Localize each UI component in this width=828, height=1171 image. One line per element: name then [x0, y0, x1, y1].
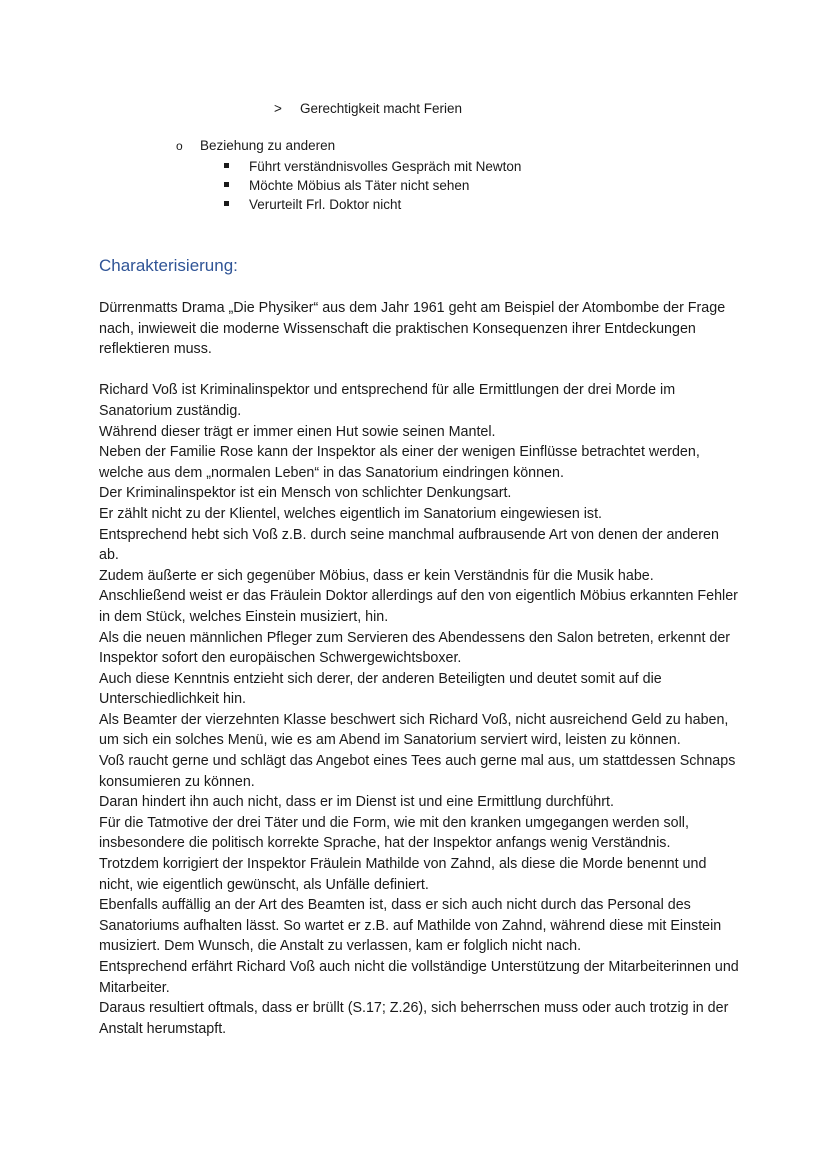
list-item-text: Möchte Möbius als Täter nicht sehen	[249, 177, 470, 193]
list-item-text: Führt verständnisvolles Gespräch mit Newton	[249, 158, 522, 174]
paragraph: Voß raucht gerne und schlägt das Angebot eines Tees auch gerne mal aus, um stattdessen Schnaps konsumieren zu können.	[99, 753, 736, 790]
paragraph: Auch diese Kenntnis entzieht sich derer, der anderen Beteiligten und deutet somit auf die Unterschiedlichkeit hin.	[99, 670, 662, 708]
circle-bullet-icon: o	[176, 139, 183, 153]
paragraph: Entsprechend erfährt Richard Voß auch nicht die vollständige Unterstützung der Mitarbeiterinnen und Mitarbeiter.	[99, 959, 739, 996]
bullet-text: Gerechtigkeit macht Ferien	[300, 101, 463, 116]
paragraph: Daraus resultiert oftmals, dass er brüllt (S.17; Z.26), sich beherrschen muss oder auch trotzig in der Anstalt herumstapft.	[99, 1000, 729, 1037]
paragraph: Neben der Familie Rose kann der Inspektor als einer der wenigen Einflüsse betrachtet werden, welche aus dem „normalen Leben“ in das Sanatorium eindringen können.	[99, 444, 700, 481]
intro-paragraph: Dürrenmatts Drama „Die Physiker“ aus dem Jahr 1961 geht am Beispiel der Atombombe der Frage nach, inwieweit die moderne Wissenschaft die praktischen Konsequenzen ihrer Entdeckungen reflektieren muss.	[99, 300, 726, 358]
list-item-text: Verurteilt Frl. Doktor nicht	[249, 196, 402, 212]
paragraph: Als Beamter der vierzehnten Klasse beschwert sich Richard Voß, nicht ausreichend Geld zu haben, um sich ein solches Menü, wie es am Abend im Sanatorium serviert wird, leisten zu können.	[99, 711, 729, 749]
relations-title-row	[176, 136, 521, 157]
list-item	[224, 195, 521, 214]
relations-sublist	[176, 157, 521, 214]
body-text	[99, 298, 739, 1039]
list-item	[224, 157, 521, 176]
arrow-bullet-icon: >	[274, 101, 282, 116]
square-bullet-icon	[224, 201, 229, 206]
paragraph: Der Kriminalinspektor ist ein Mensch von schlichter Denkungsart.	[99, 485, 512, 502]
paragraph: Während dieser trägt er immer einen Hut sowie seinen Mantel.	[99, 423, 496, 440]
paragraph: Richard Voß ist Kriminalinspektor und entsprechend für alle Ermittlungen der drei Morde im Sanatorium zuständig.	[99, 382, 676, 419]
paragraph: Ebenfalls auffällig an der Art des Beamten ist, dass er sich auch nicht durch das Personal des Sanatoriums aufhalten lässt. So wartet er z.B. auf Mathilde von Zahnd, während diese mit Einstein musiziert. Dem Wunsch, die Anstalt zu verlassen, kam er folglich nicht nach.	[99, 897, 722, 955]
bullet-item-top	[274, 99, 462, 119]
relations-title: Beziehung zu anderen	[200, 138, 336, 153]
paragraph: Entsprechend hebt sich Voß z.B. durch seine manchmal aufbrausende Art von denen der anderen ab.	[99, 526, 719, 564]
paragraph: Daran hindert ihn auch nicht, dass er im Dienst ist und eine Ermittlung durchführt.	[99, 794, 614, 811]
paragraph: Trotzdem korrigiert der Inspektor Fräulein Mathilde von Zahnd, als diese die Morde benennt und nicht, wie eigentlich gewünscht, als Unfälle definiert.	[99, 856, 707, 893]
square-bullet-icon	[224, 182, 229, 187]
paragraph: Anschließend weist er das Fräulein Doktor allerdings auf den von eigentlich Möbius erkannten Fehler in dem Stück, welches Einstein musiziert, hin.	[99, 588, 738, 625]
section-heading: Charakterisierung:	[99, 256, 238, 275]
paragraph: Für die Tatmotive der drei Täter und die Form, wie mit den kranken umgegangen werden soll, insbesondere die politisch korrekte Sprache, hat der Inspektor anfangs wenig Verständnis.	[99, 814, 689, 852]
paragraph: Als die neuen männlichen Pfleger zum Servieren des Abendessens den Salon betreten, erkennt der Inspektor sofort den europäischen Schwergewichtsboxer.	[99, 629, 731, 667]
paragraph: Zudem äußerte er sich gegenüber Möbius, dass er kein Verständnis für die Musik habe.	[99, 567, 654, 584]
square-bullet-icon	[224, 163, 229, 168]
paragraph: Er zählt nicht zu der Klientel, welches eigentlich im Sanatorium eingewiesen ist.	[99, 505, 603, 522]
list-item	[224, 176, 521, 195]
relations-list	[176, 136, 521, 214]
